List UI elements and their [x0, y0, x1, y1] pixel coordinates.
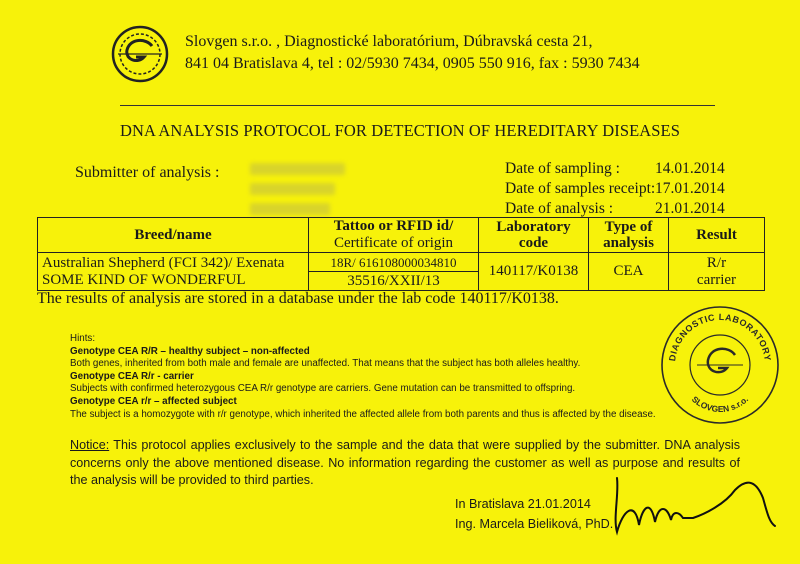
cell-type: CEA	[589, 253, 669, 291]
hint-heading-rr: Genotype CEA R/R – healthy subject – non-affected	[70, 345, 310, 357]
result-genotype: R/r	[706, 254, 727, 271]
results-header-row	[38, 218, 765, 253]
signer-name: Ing. Marcela Bieliková, PhD.	[455, 517, 614, 531]
laboratory-stamp-icon	[655, 300, 785, 430]
lab-address-line-2: 841 04 Bratislava 4, tel : 02/5930 7434, 0905 550 916, fax : 5930 7434	[185, 55, 640, 72]
header-rfid-main: Tattoo or RFID id/	[333, 218, 454, 234]
notice-label: Notice:	[70, 438, 110, 452]
header-divider	[120, 105, 715, 106]
dog-name-text: SOME KIND OF WONDERFUL	[42, 271, 246, 288]
cell-breed	[38, 253, 309, 291]
notice-text: This protocol applies exclusively to the sample and the data that were supplied by the submitter. DNA analysis concerns only the above mentioned disease. No information regarding the customer as well as purpose and results of the analysis will be provided to third parties.	[70, 438, 740, 487]
header-rfid	[309, 218, 479, 253]
date-sampling-value: 14.01.2014	[655, 160, 725, 177]
svg-text:DIAGNOSTIC LABORATORY: DIAGNOSTIC LABORATORY	[667, 311, 773, 362]
hints-section	[70, 333, 740, 421]
hint-text-rr-carrier: Subjects with confirmed heterozygous CEA R/r genotype are carriers. Gene mutation can be transmitted to offspring.	[70, 383, 576, 395]
place-date: In Bratislava 21.01.2014	[455, 497, 591, 511]
lab-address-line-1: Slovgen s.r.o. , Diagnostické laboratórium, Dúbravská cesta 21,	[185, 33, 593, 50]
results-table	[37, 217, 765, 291]
date-receipt-value: 17.01.2014	[655, 180, 725, 197]
date-analysis-label: Date of analysis :	[505, 200, 614, 217]
hint-text-affected: The subject is a homozygote with r/r genotype, which inherited the affected allele from both parents and thus is affected by the disease.	[70, 408, 656, 420]
handwritten-signature	[595, 470, 780, 540]
table-row	[38, 253, 765, 291]
header-breed: Breed/name	[38, 218, 309, 253]
cell-result	[669, 253, 765, 291]
header-result: Result	[669, 218, 765, 253]
stored-results-note: The results of analysis are stored in a database under the lab code 140117/K0138.	[37, 290, 559, 307]
certificate-text: 35516/XXII/13	[347, 272, 440, 289]
hints-title: Hints:	[70, 333, 96, 344]
hint-heading-affected: Genotype CEA r/r – affected subject	[70, 395, 237, 407]
hint-text-rr: Both genes, inherited from both male and female are unaffected. That means that the subject has both alleles healthy.	[70, 358, 581, 370]
rfid-text: 18R/ 616108000034810	[309, 254, 478, 272]
svg-text:SLOVGEN s.r.o.: SLOVGEN s.r.o.	[689, 393, 751, 415]
redacted-submitter-city	[250, 203, 330, 215]
breed-text: Australian Shepherd (FCI 342)/ Exenata	[42, 254, 285, 271]
header-lab-code: Laboratory code	[479, 218, 589, 253]
redacted-submitter-street	[250, 183, 335, 195]
document-title: DNA ANALYSIS PROTOCOL FOR DETECTION OF HEREDITARY DISEASES	[119, 121, 681, 140]
result-status: carrier	[696, 271, 737, 288]
cell-lab-code: 140117/K0138	[479, 253, 589, 291]
slovgen-logo-icon	[110, 24, 170, 84]
date-analysis-value: 21.01.2014	[655, 200, 725, 217]
cell-rfid	[309, 253, 479, 291]
submitter-label: Submitter of analysis :	[75, 164, 220, 181]
hint-heading-rr-carrier: Genotype CEA R/r - carrier	[70, 370, 194, 382]
redacted-submitter-name	[250, 163, 345, 175]
date-receipt-label: Date of samples receipt:	[505, 180, 656, 197]
header-rfid-sub: Certificate of origin	[333, 235, 454, 251]
date-sampling-label: Date of sampling :	[505, 160, 620, 177]
header-type: Type of analysis	[589, 218, 669, 253]
